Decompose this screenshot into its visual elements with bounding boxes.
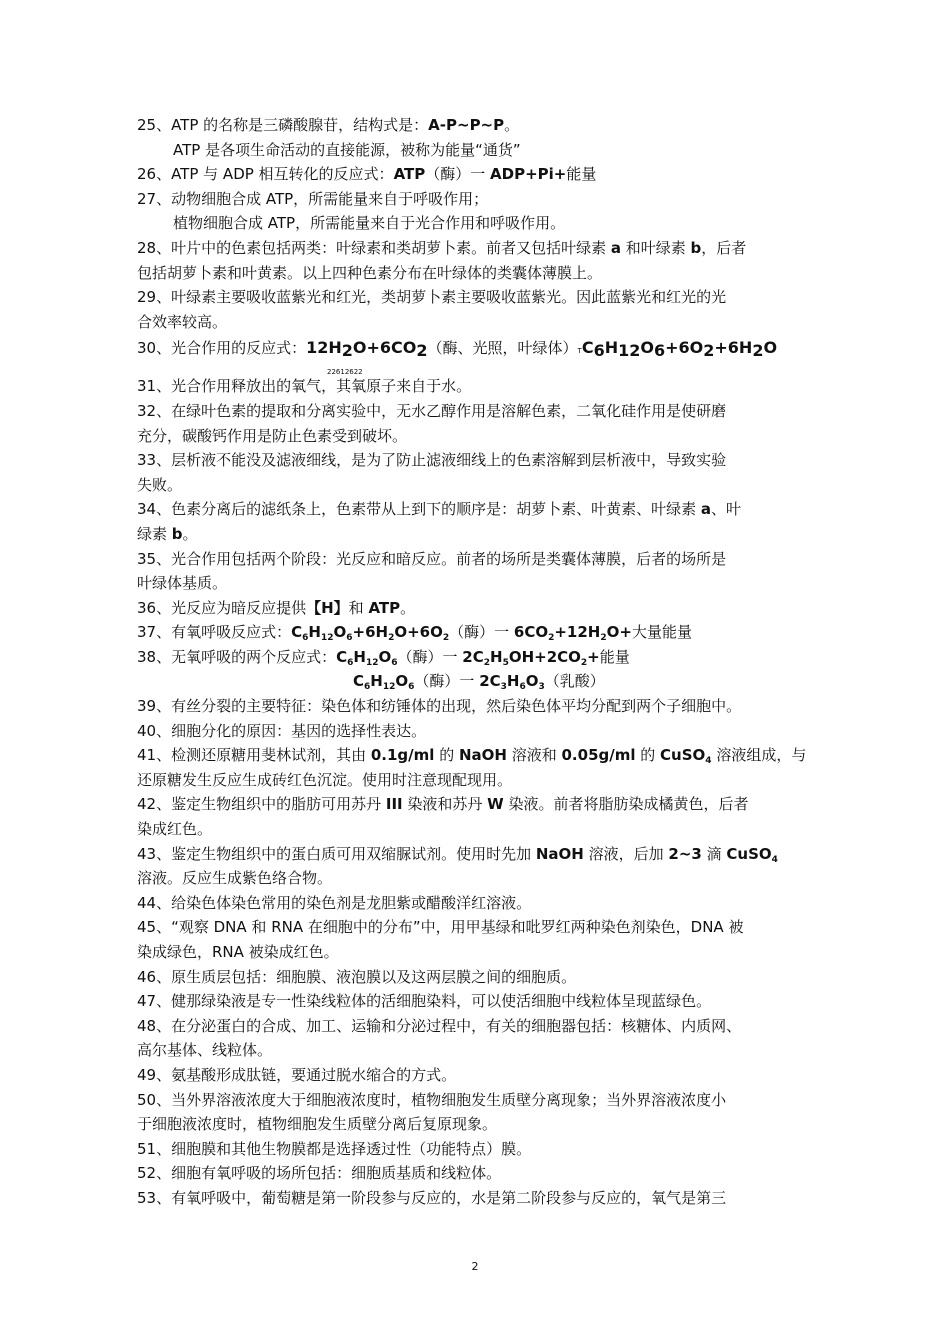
text-line-l43b [137,866,827,891]
text-segment: 4 [705,756,712,767]
text-segment: 和 [348,598,369,617]
text-line-l51 [137,1137,827,1162]
text-segment: a [700,500,711,519]
text-segment: 37、有氧呼吸反应式： [137,623,292,642]
text-line-l42b [137,817,827,842]
text-segment: 41、检测还原糖用斐林试剂，其由 [137,746,371,765]
text-segment: 包括胡萝卜素和叶黄素。以上四种色素分布在叶绿体的类囊体薄膜上。 [137,263,603,282]
text-segment: 3 [538,682,545,693]
text-segment: 38、无氧呼吸的两个反应式： [137,647,337,666]
text-segment: a [610,238,621,257]
text-segment: 大量能量 [631,623,692,642]
text-segment: 6CO [513,623,549,642]
text-segment: 34、色素分离后的滤纸条上，色素带从上到下的顺序是：胡萝卜素、叶黄素、叶绿素 [137,500,701,519]
text-segment: 染液。前者将脂肪染成橘黄色，后者 [503,795,749,814]
text-segment: CuSO [726,844,772,863]
text-line-l41a [137,743,827,768]
text-segment: 2 [388,633,395,644]
text-segment: 2C [462,647,484,666]
text-segment: + [587,647,600,666]
text-segment: ，后者 [701,238,747,257]
text-segment: H [604,338,619,358]
text-segment: C [581,338,594,358]
text-segment: 50、当外界溶液浓度大于细胞液浓度时，植物细胞发生质壁分离现象；当外界溶液浓度小 [137,1090,727,1109]
text-segment: 6 [364,682,371,693]
text-segment: 6 [347,657,354,668]
text-line-l28b [137,261,827,286]
text-segment: 6 [391,657,398,668]
text-segment: W [487,795,504,814]
text-line-l31 [137,374,827,399]
text-segment: 40、细胞分化的原因：基因的选择性表达。 [137,721,427,740]
text-segment: 29、叶绿素主要吸收蓝紫光和红光，类胡萝卜素主要吸收蓝紫光。因此蓝紫光和红光的光 [137,288,727,307]
text-segment: 12 [382,682,396,693]
text-line-l34a [137,497,827,522]
text-segment: 42、鉴定生物组织中的脂肪可用苏丹 [137,795,386,814]
text-line-l37 [137,620,827,645]
text-line-l26 [137,162,827,187]
text-segment: （酶）一 [414,672,480,691]
text-segment: 25、ATP 的名称是三磷酸腺苷，结构式是： [137,116,429,134]
text-line-l45b [137,940,827,965]
text-segment: 。 [182,524,198,543]
text-segment: 6 [519,682,526,693]
text-segment: 2 [341,341,353,361]
text-segment: 、叶 [710,500,741,519]
text-line-l30s [137,364,827,377]
text-segment: C [291,623,303,642]
text-segment: 6 [346,633,353,644]
text-segment: 2~3 [668,844,702,863]
text-segment: 能量 [566,165,597,184]
text-segment: T [577,347,582,356]
text-segment: 12 [320,633,334,644]
text-segment: 6 [653,341,666,361]
text-line-l38b [137,669,827,694]
text-segment: 还原糖发生反应生成砖红色沉淀。使用时注意现配现用。 [137,770,513,789]
text-segment: ATP 是各项生命活动的直接能源，被称为能量“通货” [173,140,521,159]
text-segment: 充分，碳酸钙作用是防止色素受到破坏。 [137,426,408,445]
text-segment: （酶、光照，叶绿体） [427,339,578,358]
text-segment: 27、动物细胞合成 ATP，所需能量来自于呼吸作用； [137,189,489,208]
text-segment: 2 [548,633,555,644]
text-segment: 26、ATP 与 ADP 相互转化的反应式： [137,165,394,184]
text-segment: 2 [442,633,450,644]
text-segment: 5 [502,657,509,668]
text-line-l30 [137,334,827,364]
text-segment: 溶液组成，与 [711,746,807,765]
text-segment: b [690,238,702,257]
text-segment: 43、鉴定生物组织中的蛋白质可用双缩脲试剂。使用时先加 [137,844,536,863]
text-segment: O [640,338,654,358]
text-line-l38 [137,645,827,670]
text-line-l40 [137,719,827,744]
text-segment: 6 [593,341,605,361]
text-segment: 绿素 [137,524,172,543]
text-line-l49 [137,1063,827,1088]
text-line-l35b [137,571,827,596]
text-segment: 44、给染色体染色常用的染色剂是龙胆紫或醋酸洋红溶液。 [137,893,532,912]
text-line-l33a [137,448,827,473]
text-segment: O+6CO [352,338,417,358]
text-segment: H [490,647,503,666]
text-segment: 4 [771,854,778,865]
text-segment: 的 [434,746,459,765]
text-segment: O [763,338,778,358]
text-line-l25 [137,113,827,138]
text-segment: 28、叶片中的色素包括两类：叶绿素和类胡萝卜素。前者又包括叶绿素 [137,238,611,257]
text-segment: +6H [714,338,753,358]
text-segment: 2C [479,672,501,691]
text-segment: 溶液，后加 [583,844,669,863]
text-segment: 2 [752,341,764,361]
text-segment: 2 [580,657,588,668]
text-segment: 0.05g/ml [561,746,636,765]
text-segment: 39、有丝分裂的主要特征：染色体和纺锤体的出现，然后染色体平均分配到两个子细胞中。 [137,697,742,716]
text-segment: 和叶绿素 [620,238,691,257]
text-line-l42a [137,792,827,817]
text-segment: +6O [665,338,704,358]
text-segment: 46、原生质层包括：细胞膜、液泡膜以及这两层膜之间的细胞质。 [137,967,577,986]
text-segment: 失败。 [137,475,183,494]
text-segment: O [378,647,392,666]
text-segment: OH+2CO [508,647,581,666]
text-segment: b [171,524,183,543]
text-segment: 叶绿体基质。 [137,574,228,593]
text-segment: 51、细胞膜和其他生物膜都是选择透过性（功能特点）膜。 [137,1139,532,1158]
text-segment: 。 [400,598,416,617]
text-segment: 合效率较高。 [137,312,228,331]
text-line-l39 [137,694,827,719]
text-segment: 高尔基体、线粒体。 [137,1041,273,1060]
text-line-l27 [137,187,827,212]
text-segment: +6H [352,623,389,642]
text-line-l52 [137,1161,827,1186]
text-segment: （酶）一 [425,165,491,184]
text-line-l29b [137,310,827,335]
text-segment: 3 [500,682,507,693]
text-segment: O [525,672,539,691]
text-segment: 染液和苏丹 [402,795,488,814]
text-line-l44 [137,891,827,916]
text-segment: 染成绿色，RNA 被染成红色。 [137,943,339,961]
text-segment: O [333,623,347,642]
text-segment: 溶液。反应生成紫色络合物。 [137,869,333,888]
text-segment: A-P~P~P [428,116,505,134]
text-segment: 0.1g/ml [370,746,435,765]
text-segment: 12 [365,657,379,668]
text-line-l32b [137,424,827,449]
text-line-l33b [137,473,827,498]
text-segment: +12H [554,623,601,642]
text-segment: 能量 [599,647,630,666]
text-segment: 48、在分泌蛋白的合成、加工、运输和分泌过程中，有关的细胞器包括：核糖体、内质网、 [137,1016,742,1035]
text-segment: 47、健那绿染液是专一性染线粒体的活细胞染料，可以使活细胞中线粒体呈现蓝绿色。 [137,992,712,1011]
text-segment: （酶）一 [449,623,514,642]
text-line-l34b [137,522,827,547]
text-segment: （酶）一 [397,647,463,666]
text-segment: CuSO [660,746,706,765]
text-segment: 12 [618,341,641,361]
text-line-l50a [137,1088,827,1113]
text-line-l45a [137,915,827,940]
text-segment: 2 [600,633,607,644]
text-segment: 22612622 [327,368,363,377]
text-segment: 染成红色。 [137,820,213,839]
text-segment: C [336,647,348,666]
text-segment: H [370,672,383,691]
text-line-l48a [137,1014,827,1039]
text-segment: 【H】 [306,598,349,617]
text-segment: H [308,623,321,642]
text-segment: 6 [408,682,415,693]
text-line-l29a [137,285,827,310]
text-line-l28a [137,236,827,261]
text-line-l27b [137,211,827,236]
text-segment: 52、细胞有氧呼吸的场所包括：细胞质基质和线粒体。 [137,1164,502,1183]
text-segment: 45、“观察 DNA 和 RNA 在细胞中的分布”中，用甲基绿和吡罗红两种染色剂染色，DNA 被 [137,918,744,937]
text-line-l35a [137,547,827,572]
text-segment: 30、光合作用的反应式： [137,339,307,358]
text-segment: NaOH [458,746,507,765]
text-segment: 滴 [701,844,727,863]
text-line-l46 [137,965,827,990]
text-segment: 12H [306,338,342,358]
text-segment: ADP+Pi+ [490,165,567,184]
page-number: 2 [471,1260,479,1273]
text-segment: 49、氨基酸形成肽链，要通过脱水缩合的方式。 [137,1065,457,1084]
text-line-l36 [137,596,827,621]
text-segment: H [353,647,366,666]
page-body [137,113,827,1211]
text-line-l41b [137,768,827,793]
text-line-l25b [137,138,827,163]
text-segment: 33、层析液不能没及滤液细线，是为了防止滤液细线上的色素溶解到层析液中，导致实验 [137,451,727,470]
text-segment: 2 [416,341,428,361]
text-segment: （乳酸） [544,672,605,691]
text-segment: 的 [635,746,661,765]
text-segment: 溶液和 [506,746,562,765]
text-segment: 36、光反应为暗反应提供 [137,598,307,617]
text-segment: NaOH [535,844,584,863]
text-line-l50b [137,1112,827,1137]
text-segment: O [395,672,409,691]
text-segment: 32、在绿叶色素的提取和分离实验中，无水乙醇作用是溶解色素，二氧化硅作用是使研磨 [137,401,727,420]
text-segment: O+ [606,623,632,642]
text-segment: 植物细胞合成 ATP，所需能量来自于光合作用和呼吸作用。 [173,214,566,233]
text-segment: ATP [393,165,426,184]
text-segment: 。 [504,116,520,134]
text-line-l48b [137,1038,827,1063]
text-segment: 35、光合作用包括两个阶段：光反应和暗反应。前者的场所是类囊体薄膜，后者的场所是 [137,549,727,568]
text-line-l43a [137,842,827,867]
text-segment: H [506,672,520,691]
text-line-l53 [137,1186,827,1211]
text-segment: 2 [703,341,715,361]
text-segment: C [353,672,365,691]
text-segment: 2 [483,657,490,668]
text-segment: O+6O [394,623,443,642]
text-segment: 于细胞液浓度时，植物细胞发生质壁分离后复原现象。 [137,1115,498,1134]
text-line-l32a [137,399,827,424]
text-line-l47 [137,989,827,1014]
text-segment: III [385,795,403,814]
text-segment: 31、光合作用释放出的氧气，其氧原子来自于水。 [137,377,472,396]
text-segment: ATP [368,598,401,617]
text-segment: 53、有氧呼吸中，葡萄糖是第一阶段参与反应的，水是第二阶段参与反应的，氧气是第三 [137,1188,727,1207]
text-segment: 6 [302,633,309,644]
